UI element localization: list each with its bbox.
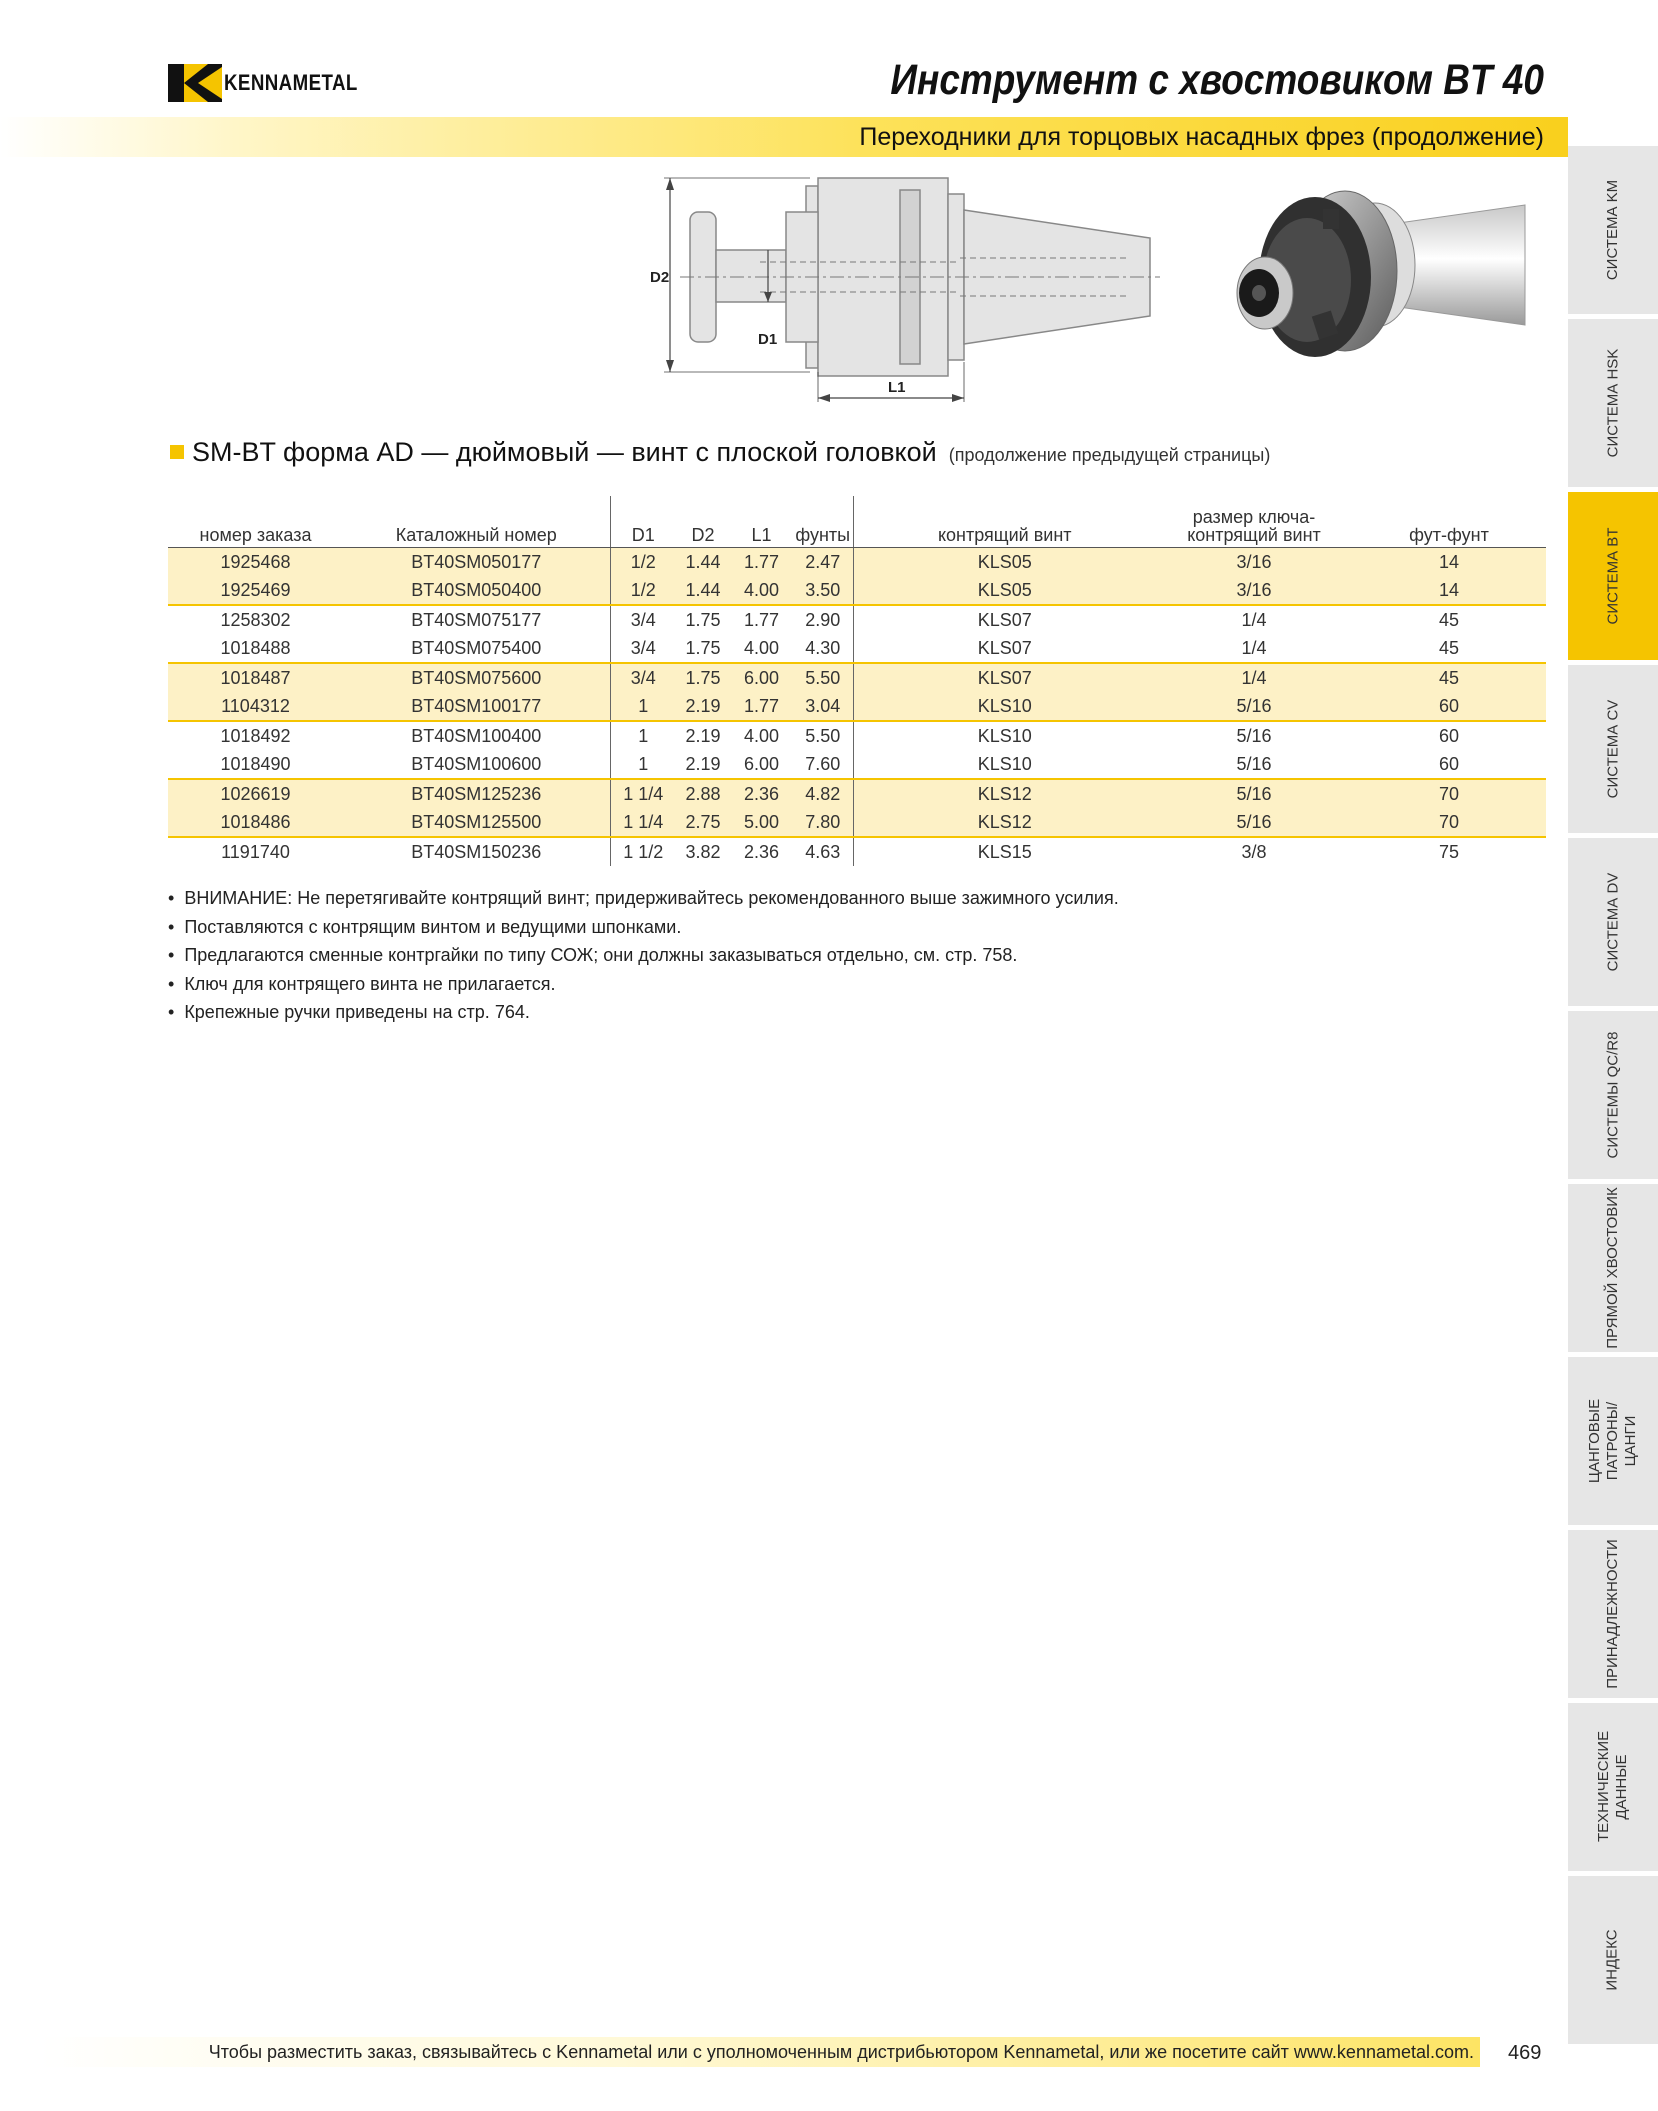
cell-key: 5/16	[1236, 726, 1272, 746]
col-d2: D2	[676, 496, 730, 548]
tab-qc-r8[interactable]	[1568, 1011, 1658, 1179]
section-heading	[170, 437, 1270, 468]
table-row	[168, 808, 1546, 837]
note-item: • Предлагаются сменные контргайки по типу СОЖ; они должны заказываться отдельно, см. стр. 758.	[168, 941, 1119, 970]
cell-catalog: BT40SM075600	[343, 663, 610, 692]
cell-d2: 2.75	[676, 808, 730, 837]
cell-l1: 5.00	[730, 808, 793, 837]
cell-pounds: 3.50	[793, 576, 853, 605]
cell-d1: 1/2	[610, 576, 676, 605]
tab-km[interactable]	[1568, 146, 1658, 314]
cell-order: 1018486	[168, 808, 343, 837]
cell-d2: 1.75	[676, 663, 730, 692]
col-torque: фут-фунт	[1352, 496, 1546, 548]
cell-catalog: BT40SM100177	[343, 692, 610, 721]
tab-label: ПРИНАДЛЕЖНОСТИ	[1604, 1539, 1622, 1689]
cell-screw: KLS15	[977, 842, 1032, 862]
col-l1: L1	[730, 496, 793, 548]
notes-list	[168, 884, 1119, 1027]
cell-torque: 75	[1438, 842, 1460, 862]
cell-catalog: BT40SM125236	[343, 779, 610, 808]
adapter-product-photo	[1195, 185, 1535, 370]
tab-bt[interactable]	[1568, 492, 1658, 660]
tab-cv[interactable]	[1568, 665, 1658, 833]
tab-label: СИСТЕМА HSK	[1604, 348, 1622, 458]
tab-label: ЦАНГОВЫЕ ПАТРОНЫ/ЦАНГИ	[1586, 1398, 1639, 1484]
cell-pounds: 5.50	[793, 721, 853, 750]
cell-screw: KLS05	[853, 548, 1156, 577]
tab-label: СИСТЕМА CV	[1604, 699, 1621, 799]
col-key-line1: размер ключа-	[1192, 507, 1316, 527]
tab-technical-data[interactable]	[1568, 1703, 1658, 1871]
cell-l1: 4.00	[743, 726, 780, 746]
cell-order: 1191740	[221, 842, 290, 862]
tab-accessories[interactable]	[1568, 1530, 1658, 1698]
cell-pounds: 3.04	[793, 692, 853, 721]
cell-d1: 1	[610, 750, 676, 779]
cell-key: 1/4	[1156, 634, 1352, 663]
section-title: SM-BT форма AD — дюймовый — винт с плоской головкой	[192, 437, 937, 467]
d1-label: D1	[758, 331, 778, 348]
cell-screw: KLS12	[853, 779, 1156, 808]
cell-key: 5/16	[1156, 808, 1352, 837]
cell-d2: 1.75	[685, 610, 721, 630]
cell-torque: 70	[1352, 808, 1546, 837]
d2-label: D2	[650, 269, 670, 286]
cell-pounds: 2.47	[793, 548, 853, 577]
cell-l1: 1.77	[730, 692, 793, 721]
cell-key: 1/4	[1156, 663, 1352, 692]
cell-d2: 2.88	[676, 779, 730, 808]
cell-d2: 3.82	[685, 842, 721, 862]
tab-dv[interactable]	[1568, 838, 1658, 1006]
cell-screw: KLS05	[853, 576, 1156, 605]
cell-d1: 1 1/4	[610, 808, 676, 837]
table-row	[168, 634, 1546, 663]
cell-order: 1925468	[168, 548, 343, 577]
tab-label: СИСТЕМА BT	[1604, 527, 1622, 625]
cell-screw: KLS07	[853, 634, 1156, 663]
cell-d1: 3/4	[610, 663, 676, 692]
tab-straight-shank[interactable]	[1568, 1184, 1658, 1352]
cell-key: 3/16	[1156, 548, 1352, 577]
col-screw: контрящий винт	[853, 496, 1156, 548]
side-tab-nav	[1568, 146, 1658, 2049]
col-key	[1156, 496, 1352, 548]
cell-catalog: BT40SM050177	[343, 548, 610, 577]
cell-screw: KLS10	[853, 692, 1156, 721]
cell-key: 5/16	[1156, 692, 1352, 721]
note-item: • Ключ для контрящего винта не прилагается.	[168, 970, 1119, 999]
cell-torque: 60	[1352, 750, 1546, 779]
cell-d2: 1.44	[676, 548, 730, 577]
cell-pounds: 4.82	[793, 779, 853, 808]
tab-label: СИСТЕМА KM	[1604, 179, 1622, 281]
note-item: • Поставляются с контрящим винтом и ведущими шпонками.	[168, 913, 1119, 942]
page-title: Инструмент с хвостовиком BT 40	[890, 56, 1544, 104]
col-d1: D1	[610, 496, 676, 548]
table-header-row	[168, 496, 1546, 548]
cell-key: 3/8	[1241, 842, 1267, 862]
cell-torque: 70	[1352, 779, 1546, 808]
table-row	[168, 663, 1546, 692]
tab-label: СИСТЕМА DV	[1604, 872, 1621, 972]
cell-order: 1026619	[168, 779, 343, 808]
cell-l1: 2.36	[743, 842, 780, 862]
table-row	[168, 779, 1546, 808]
cell-screw: KLS10	[853, 750, 1156, 779]
cell-key: 5/16	[1156, 750, 1352, 779]
kennametal-logo	[168, 64, 381, 102]
cell-torque: 45	[1352, 663, 1546, 692]
cell-l1: 1.77	[743, 610, 780, 630]
cell-order: 1258302	[220, 610, 291, 630]
table-row	[168, 692, 1546, 721]
cell-d1: 1 1/4	[610, 779, 676, 808]
cell-pounds: 2.90	[793, 605, 853, 634]
col-catalog: Каталожный номер	[343, 496, 610, 548]
table-row	[168, 750, 1546, 779]
cell-torque: 45	[1352, 634, 1546, 663]
cell-d1: 3/4	[610, 634, 676, 663]
cell-l1: 4.00	[730, 576, 793, 605]
col-key-line2: контрящий винт	[1187, 525, 1321, 545]
col-pounds: фунты	[793, 496, 853, 548]
col-order: номер заказа	[168, 496, 343, 548]
table-row	[168, 605, 1546, 634]
cell-d1: 1	[610, 692, 676, 721]
page-subtitle: Переходники для торцовых насадных фрез (продолжение)	[859, 123, 1544, 151]
cell-l1: 1.77	[730, 548, 793, 577]
brand-name: KENNAMETAL	[224, 70, 358, 95]
cell-d2: 2.19	[676, 750, 730, 779]
tab-label: СИСТЕМЫ QC/R8	[1604, 1031, 1621, 1159]
cell-key: 1/4	[1241, 610, 1267, 630]
table-row	[168, 721, 1546, 750]
table-row	[168, 548, 1546, 577]
cell-screw: KLS10	[977, 726, 1032, 746]
cell-catalog: BT40SM100600	[343, 750, 610, 779]
cell-order: 1104312	[168, 692, 343, 721]
cell-torque: 60	[1352, 692, 1546, 721]
cell-pounds: 7.80	[793, 808, 853, 837]
tab-hsk[interactable]	[1568, 319, 1658, 487]
cell-catalog: BT40SM075177	[411, 610, 542, 630]
cell-d2: 1.44	[676, 576, 730, 605]
cell-torque: 45	[1438, 610, 1460, 630]
l1-label: L1	[888, 379, 906, 396]
footer-text: Чтобы разместить заказ, связывайтесь с Kennametal или с уполномоченным дистрибьютором Kennametal, или же посетите сайт www.kennametal.com.	[208, 2042, 1474, 2062]
cell-key: 5/16	[1156, 779, 1352, 808]
tab-label: ИНДЕКС	[1604, 1929, 1621, 1991]
cell-l1: 2.36	[730, 779, 793, 808]
tab-label: ТЕХНИЧЕСКИЕ ДАННЫЕ	[1595, 1730, 1630, 1842]
cell-order: 1018490	[168, 750, 343, 779]
cell-torque: 14	[1352, 548, 1546, 577]
cell-d1: 1	[610, 721, 676, 750]
yellow-square-icon	[170, 445, 184, 459]
cell-order: 1018492	[220, 726, 291, 746]
cell-key: 3/16	[1156, 576, 1352, 605]
cell-order: 1925469	[168, 576, 343, 605]
page-number: 469	[1508, 2042, 1542, 2064]
cell-torque: 60	[1438, 726, 1460, 746]
cell-screw: KLS07	[977, 610, 1032, 630]
cell-l1: 4.00	[730, 634, 793, 663]
cell-screw: KLS12	[853, 808, 1156, 837]
kennametal-k-icon	[168, 64, 222, 102]
note-item: • Крепежные ручки приведены на стр. 764.	[168, 998, 1119, 1027]
cell-pounds: 4.30	[793, 634, 853, 663]
cell-d2: 2.19	[685, 726, 721, 746]
cell-pounds: 7.60	[793, 750, 853, 779]
note-item: • ВНИМАНИЕ: Не перетягивайте контрящий винт; придерживайтесь рекомендованного выше зажимного усилия.	[168, 884, 1119, 913]
table-row	[168, 576, 1546, 605]
cell-d2: 1.75	[676, 634, 730, 663]
section-note: (продолжение предыдущей страницы)	[948, 445, 1271, 465]
table-row	[168, 837, 1546, 866]
cell-torque: 14	[1352, 576, 1546, 605]
cell-d1: 1 1/2	[610, 837, 676, 866]
cell-catalog: BT40SM150236	[411, 842, 542, 862]
cell-d1: 1/2	[610, 548, 676, 577]
cell-pounds: 4.63	[793, 837, 853, 866]
cell-catalog: BT40SM125500	[343, 808, 610, 837]
cell-d2: 2.19	[676, 692, 730, 721]
cell-l1: 6.00	[730, 663, 793, 692]
adapter-technical-drawing	[650, 172, 1170, 417]
cell-catalog: BT40SM075400	[343, 634, 610, 663]
tab-index[interactable]	[1568, 1876, 1658, 2044]
cell-catalog: BT40SM050400	[343, 576, 610, 605]
cell-pounds: 5.50	[793, 663, 853, 692]
cell-d1: 3/4	[610, 605, 676, 634]
cell-catalog: BT40SM100400	[411, 726, 542, 746]
tab-label: ПРЯМОЙ ХВОСТОВИК	[1604, 1187, 1622, 1349]
cell-order: 1018488	[168, 634, 343, 663]
tab-collet-chucks[interactable]	[1568, 1357, 1658, 1525]
cell-l1: 6.00	[730, 750, 793, 779]
cell-order: 1018487	[168, 663, 343, 692]
product-table	[168, 496, 1546, 866]
cell-screw: KLS07	[853, 663, 1156, 692]
